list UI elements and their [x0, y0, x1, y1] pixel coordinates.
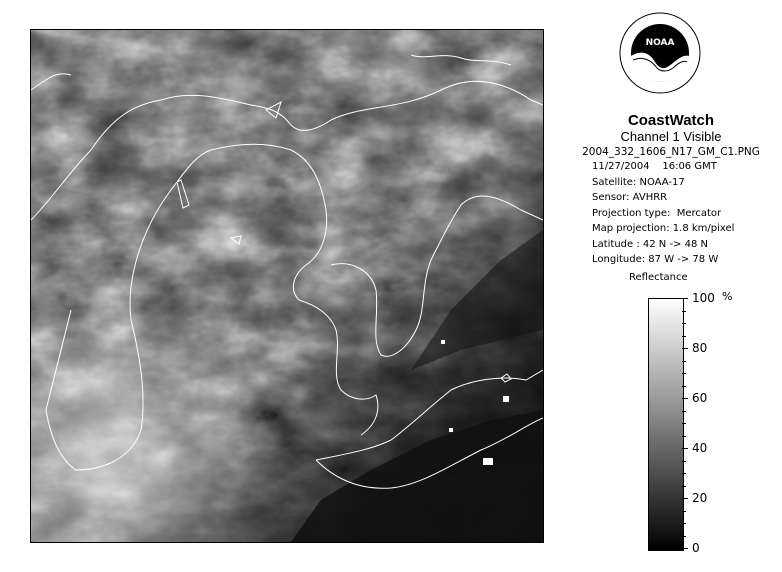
scale-title: Reflectance [629, 272, 688, 283]
meta-projection-type: Projection type: Mercator [592, 207, 722, 219]
minor-tick [682, 511, 686, 512]
cloud-patch [441, 340, 445, 344]
minor-tick [682, 411, 686, 412]
file-name: 2004_332_1606_N17_GM_C1.PNG [582, 146, 760, 158]
meta-satellite: Satellite: NOAA-17 [592, 176, 685, 188]
tick-40 [682, 448, 688, 449]
channel-label: Channel 1 Visible [620, 129, 722, 144]
cloud-patch [449, 428, 453, 432]
tick-60 [682, 398, 688, 399]
info-panel [560, 112, 782, 268]
tick-0 [682, 548, 688, 549]
meta-sensor: Sensor: AVHRR [592, 192, 668, 203]
noaa-logo-icon [619, 12, 701, 94]
minor-tick [682, 373, 686, 374]
meta-map-projection: Map projection: 1.8 km/pixel [592, 223, 735, 234]
minor-tick [682, 473, 686, 474]
satellite-image [30, 29, 544, 543]
meta-datetime: 11/27/2004 16:06 GMT [592, 161, 717, 172]
minor-tick [682, 361, 686, 362]
logo-text: NOAA [645, 38, 675, 48]
tick-20 [682, 498, 688, 499]
tick-label-40: 40 [692, 441, 708, 455]
minor-tick [682, 323, 686, 324]
tick-label-20: 20 [692, 491, 708, 505]
minor-tick [682, 311, 686, 312]
meta-longitude: Longitude: 87 W -> 78 W [592, 254, 719, 265]
noaa-logo [619, 12, 701, 94]
tick-label-0: 0 [692, 541, 700, 555]
metadata-list [592, 159, 782, 268]
minor-tick [682, 336, 686, 337]
minor-tick [682, 486, 686, 487]
minor-tick [682, 386, 686, 387]
reflectance-colorbar [648, 298, 684, 551]
tick-label-60: 60 [692, 391, 708, 405]
meta-latitude: Latitude : 42 N -> 48 N [592, 238, 708, 250]
satellite-svg [31, 30, 543, 542]
tick-100 [682, 298, 688, 299]
minor-tick [682, 536, 686, 537]
tick-label-100: 100 [692, 291, 715, 305]
cloud-patch [483, 458, 493, 465]
minor-tick [682, 436, 686, 437]
tick-80 [682, 348, 688, 349]
brand-title: CoastWatch [627, 112, 715, 129]
cloud-patch [503, 396, 509, 402]
scale-unit: % [722, 290, 733, 303]
minor-tick [682, 523, 686, 524]
minor-tick [682, 461, 686, 462]
tick-label-80: 80 [692, 341, 708, 355]
minor-tick [682, 423, 686, 424]
